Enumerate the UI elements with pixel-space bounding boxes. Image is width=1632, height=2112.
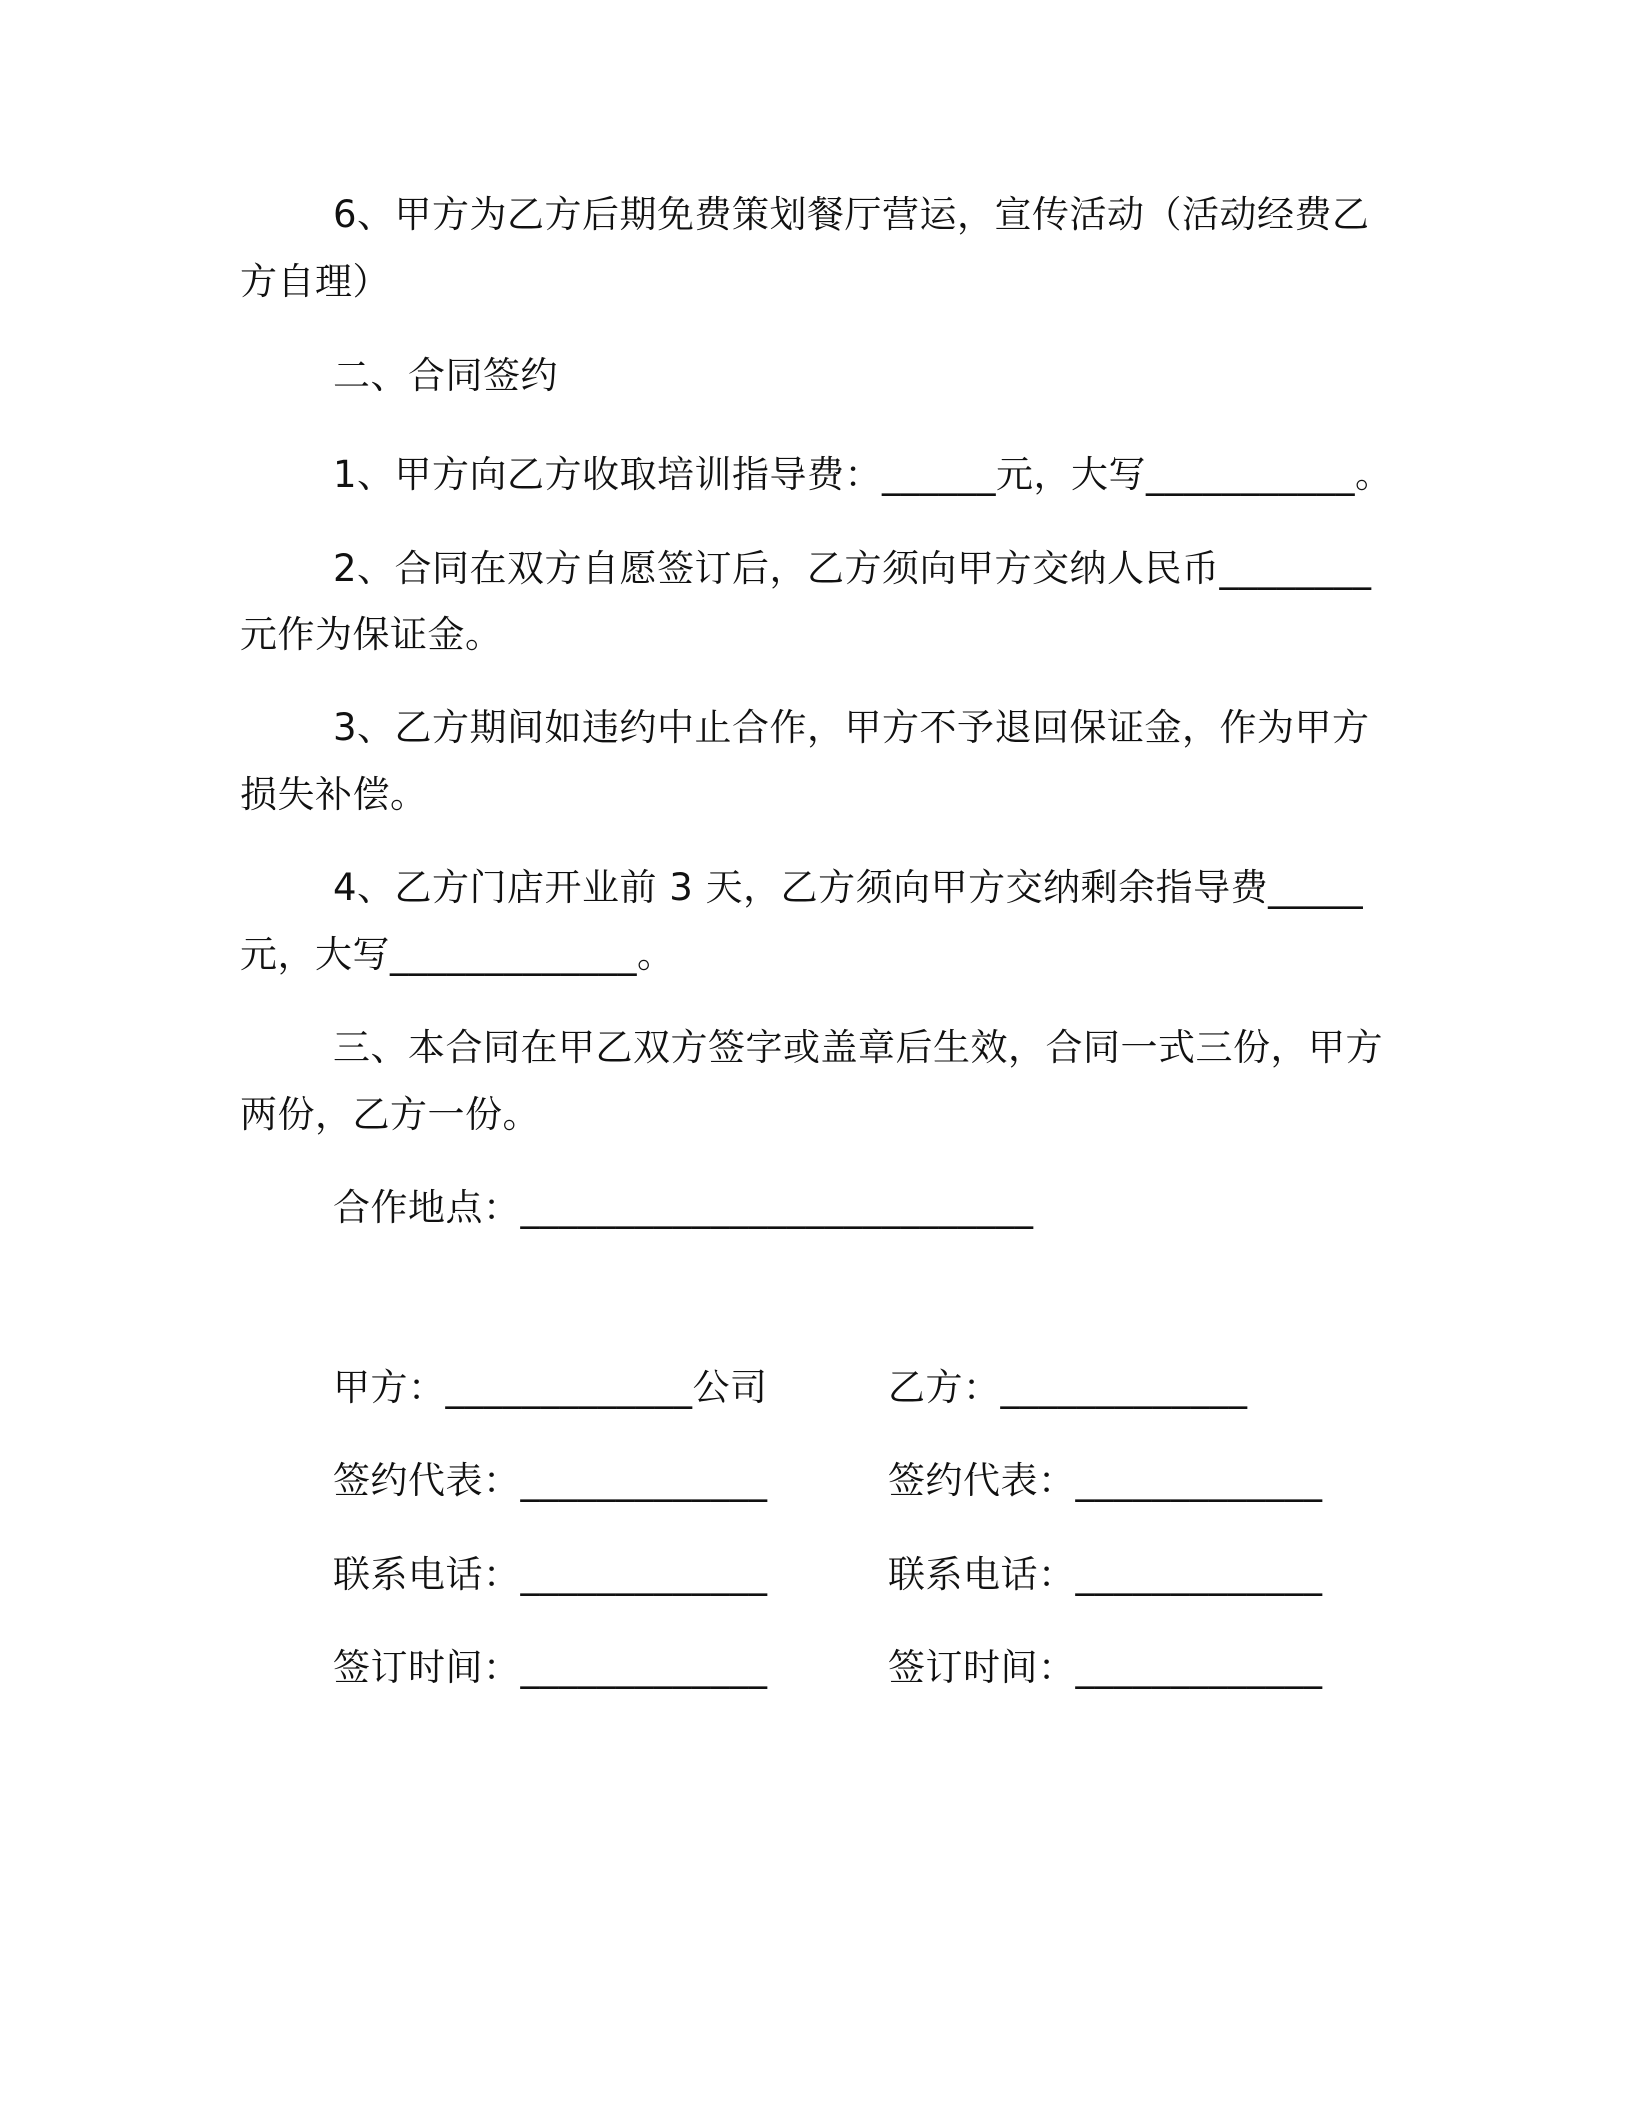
section-heading-contract-signing: 二、合同签约 [333, 354, 558, 397]
clause-1-line-1: 1、甲方向乙方收取培训指导费：______元，大写___________。 [333, 453, 1393, 496]
clause-4-line-1: 4、乙方门店开业前 3 天，乙方须向甲方交纳剩余指导费_____ [333, 866, 1364, 909]
section-three-line-2: 两份，乙方一份。 [240, 1093, 540, 1136]
clause-6-line-1: 6、甲方为乙方后期免费策划餐厅营运，宣传活动（活动经费乙 [333, 193, 1370, 236]
clause-3-line-1: 3、乙方期间如违约中止合作，甲方不予退回保证金，作为甲方 [333, 706, 1370, 749]
clause-2-line-2: 元作为保证金。 [240, 613, 503, 656]
clause-2-line-1: 2、合同在双方自愿签订后，乙方须向甲方交纳人民币________ [333, 547, 1372, 590]
party-b-phone-field: 联系电话：_____________ [888, 1553, 1323, 1596]
clause-3-line-2: 损失补偿。 [240, 773, 428, 816]
party-a-name-field: 甲方：_____________公司 [333, 1366, 768, 1409]
party-b-name-field: 乙方：_____________ [888, 1366, 1248, 1409]
party-a-phone-field: 联系电话：_____________ [333, 1553, 768, 1596]
clause-6-line-2: 方自理） [240, 260, 390, 303]
section-three-line-1: 三、本合同在甲乙双方签字或盖章后生效，合同一式三份，甲方 [333, 1026, 1383, 1069]
party-b-representative-field: 签约代表：_____________ [888, 1459, 1323, 1502]
party-a-representative-field: 签约代表：_____________ [333, 1459, 768, 1502]
party-b-date-field: 签订时间：_____________ [888, 1646, 1323, 1689]
clause-4-line-2: 元，大写_____________。 [240, 933, 675, 976]
party-a-date-field: 签订时间：_____________ [333, 1646, 768, 1689]
cooperation-location-field: 合作地点：___________________________ [333, 1186, 1034, 1229]
